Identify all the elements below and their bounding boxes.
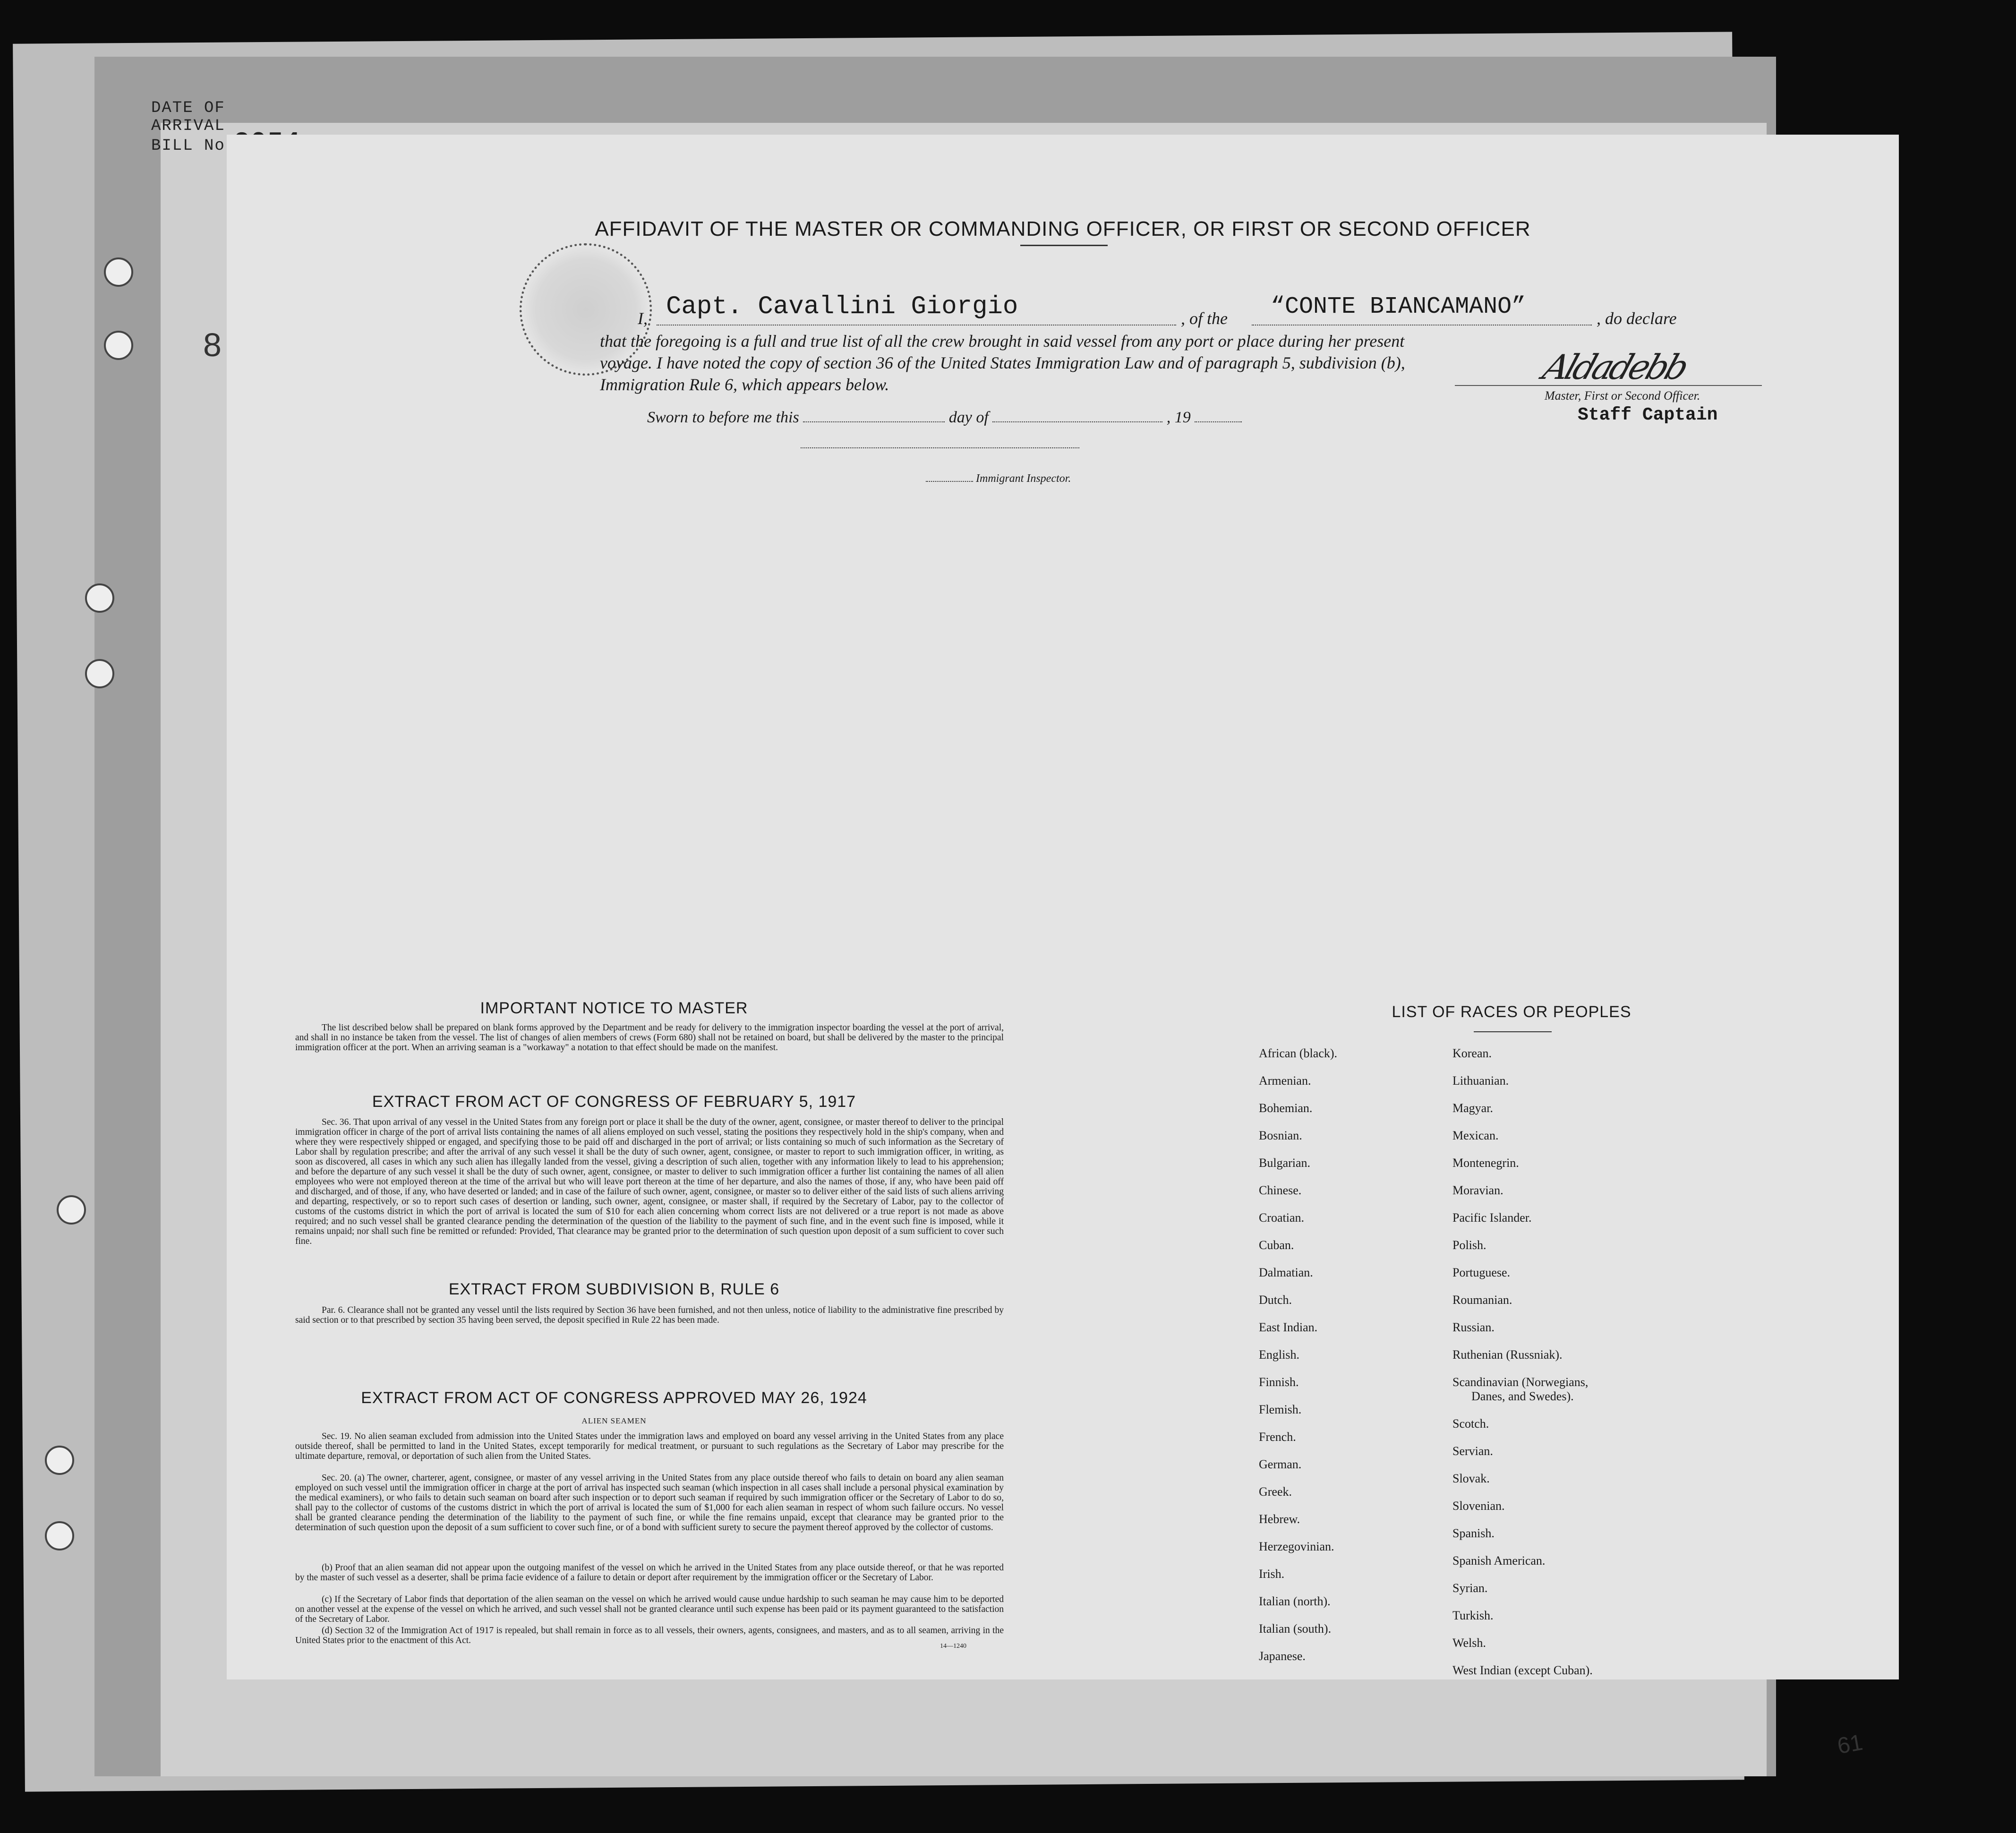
i-label: I, (638, 309, 648, 328)
notice-title: IMPORTANT NOTICE TO MASTER (480, 999, 748, 1017)
race-item: African (black). (1259, 1046, 1338, 1060)
race-item: Spanish. (1452, 1526, 1495, 1540)
notice-text: The list described below shall be prepared on blank forms approved by the Department and be ready for delivery to the immigration inspector boarding the vessel at the port of arrival, and shall in no instance be taken from the vessel. The list of changes of alien members of crews (Form 680) shall not be retained on board, but shall be delivered by the master to the principal immigration officer at the port. When an arriving seaman is a "workaway" a notation to that effect should be made on the manifest. (295, 1023, 1004, 1053)
bill-no-label: BILL No (151, 137, 225, 155)
race-item: Welsh. (1452, 1636, 1486, 1650)
extract-1924-sec20a: Sec. 20. (a) The owner, charterer, agent, consignee, or master of any vessel arriving in the United States from any place outside thereof who fails to detain on board any alien seaman employed on such vessel until the immigration officer in charge at the port of arrival has inspected such seaman (which inspection in all cases shall include a personal physical examination by the medical examiners), or who fails to detain such seaman on board after such inspection or to deport such seaman if required by such immigration officer or the Secretary of Labor to do so, shall pay to the collector of customs of the customs district in which the port of arrival is located the sum of $1,000 for each alien seaman in respect of whom such failure occurs. No vessel shall be granted clearance pending the determination of the liability to the payment of such fine, or while the fine remains unpaid, except that clearance may be granted prior to the determination of such question upon the deposit of a sum sufficient to cover such fine, or of a bond with sufficient surety to secure the payment thereof approved by the collector of customs. (295, 1473, 1004, 1533)
race-item: Herzegovinian. (1259, 1540, 1334, 1553)
master-name: Capt. Cavallini Giorgio (666, 292, 1018, 321)
inspector-line (926, 472, 1071, 485)
race-item: Spanish American. (1452, 1554, 1546, 1567)
extract-rule6-text: Par. 6. Clearance shall not be granted any vessel until the lists required by Section 36 have been furnished, and not then unless, notice of liability to the administrative fine prescribed by said section or to that prescribed by section 35 having been served, the deposit specified in Rule 22 has been made. (295, 1305, 1004, 1325)
race-item: West Indian (except Cuban). (1452, 1663, 1593, 1677)
race-item: Magyar. (1452, 1101, 1493, 1115)
race-item: Dutch. (1259, 1293, 1292, 1307)
binding-hole (45, 1521, 74, 1550)
signature-caption: Master, First or Second Officer. (1545, 389, 1700, 403)
race-item: Bosnian. (1259, 1129, 1302, 1142)
under-page-mark: 8 (203, 326, 222, 363)
races-title-rule (1474, 1031, 1552, 1032)
race-item: Portuguese. (1452, 1266, 1511, 1279)
sworn-day-field[interactable] (803, 412, 945, 422)
race-item: Korean. (1452, 1046, 1492, 1060)
sworn-year-field[interactable] (1195, 412, 1242, 422)
extract-1924-sec19: Sec. 19. No alien seaman excluded from admission into the United States under the immigration laws and employed on board any vessel arriving in the United States from any place outside thereof, shall be permitted to land in the United States, except temporarily for medical treatment, or pursuant to such regulations as the Secretary of Labor may prescribe for the ultimate departure, removal, or deportation of such alien from the United States. (295, 1431, 1004, 1461)
handwritten-signature: Aldadebb (1538, 347, 1691, 387)
race-item: Scotch. (1452, 1417, 1489, 1430)
sworn-month-field[interactable] (992, 412, 1162, 422)
race-item: Polish. (1452, 1238, 1486, 1252)
race-item: Flemish. (1259, 1403, 1302, 1416)
extract-1924-title: EXTRACT FROM ACT OF CONGRESS APPROVED MAY 26, 1924 (361, 1389, 867, 1407)
extract-1924-subtitle: ALIEN SEAMEN (581, 1416, 647, 1425)
title-rule (1020, 245, 1108, 246)
race-item: Servian. (1452, 1444, 1493, 1458)
race-item: Armenian. (1259, 1074, 1311, 1088)
races-title: LIST OF RACES OR PEOPLES (1392, 1003, 1632, 1021)
race-item: Russian. (1452, 1320, 1495, 1334)
race-item: Dalmatian. (1259, 1266, 1313, 1279)
race-item: Finnish. (1259, 1375, 1299, 1389)
race-item: Slovenian. (1452, 1499, 1505, 1513)
sworn-line (647, 409, 1242, 427)
of-the-label: , of the (1181, 309, 1228, 328)
extract-1917-title: EXTRACT FROM ACT OF CONGRESS OF FEBRUARY 5, 1917 (372, 1093, 856, 1111)
race-item: Hebrew. (1259, 1512, 1300, 1526)
binding-hole (85, 583, 114, 613)
binding-hole (57, 1195, 86, 1225)
vessel-name: “CONTE BIANCAMANO” (1271, 293, 1526, 320)
extract-1924-sec20c: (c) If the Secretary of Labor finds that deportation of the alien seaman on the vessel on which he arrived would cause undue hardship to such seaman he may cause him to be deported on another vessel at the expense of the vessel on which he arrived, and such vessel shall not be granted clearance until such expense has been paid or its payment guaranteed to the satisfaction of the Secretary of Labor. (295, 1594, 1004, 1624)
extract-1917-text: Sec. 36. That upon arrival of any vessel in the United States from any foreign port or place it shall be the duty of the owner, agent, consignee, or master thereof to deliver to the principal immigration officer in charge of the port of arrival lists containing the names of all aliens employed on such vessel, stating the positions they respectively hold in the ship's company, when and where they were respectively shipped or engaged, and specifying those to be paid off and discharged in the port of arrival; or lists containing so much of such information as the Secretary of Labor shall by regulation prescribe; and after the arrival of any such vessel it shall be the duty of such owner, agent, consignee, or master to report to such immigration officer, in writing, as soon as discovered, all cases in which any such alien has illegally landed from the vessel, giving a description of such alien, together with any information likely to lead to his apprehension; and before the departure of any such vessel it shall be the duty of such owner, agent, consignee, or master to deliver to such immigration officer a further list containing the names of all alien employees who were not employed thereon at the time of the arrival but who will leave port thereon at the time of her departure, and also the names of those, if any, who have been paid off and discharged, and of those, if any, who have deserted or landed; and in case of the failure of such owner, agent, consignee, or master so to deliver either of the said lists of such aliens arriving and departing, respectively, or so to report such cases of desertion or landing, such owner, agent, consignee, or master shall, if required by the Secretary of Labor, pay to the collector of customs of the customs district in which the port of arrival is located the sum of $10 for each alien concerning whom correct lists are not delivered or a true report is not made as above required; and no such vessel shall be granted clearance pending the determination of the question of the liability to the payment of such fine, and in the event such fine is imposed, while it remains unpaid; nor shall such fine be remitted or refunded: Provided, That clearance may be granted prior to the determination of such question upon deposit of a sum sufficient to cover such fine. (295, 1117, 1004, 1246)
year-prefix: , 19 (1166, 409, 1191, 426)
inspector-signature-line (801, 447, 1079, 448)
extract-1924-sec20d: (d) Section 32 of the Immigration Act of 1917 is repealed, but shall remain in force as to all vessels, their owners, agents, consignees, and masters, and as to all seamen, arriving in the United States prior to the enactment of this Act. (295, 1626, 1004, 1645)
date-of-arrival-label: DATE OF ARRIVAL (151, 99, 225, 135)
race-item: Italian (south). (1259, 1622, 1332, 1636)
statement-line: that the foregoing is a full and true list of all the crew brought in said vessel from any port or place during her present (600, 332, 1405, 351)
day-of-label: day of (948, 409, 989, 426)
race-item: Pacific Islander. (1452, 1211, 1532, 1225)
signer-title: Staff Captain (1578, 405, 1718, 425)
race-item: Italian (north). (1259, 1594, 1331, 1608)
binding-hole (104, 257, 133, 287)
form-number: 14—1240 (940, 1643, 966, 1650)
master-name-field (657, 292, 1176, 325)
race-item: Ruthenian (Russniak). (1452, 1348, 1563, 1362)
extract-rule6-title: EXTRACT FROM SUBDIVISION B, RULE 6 (448, 1280, 780, 1298)
binding-hole (85, 659, 114, 688)
race-item: English. (1259, 1348, 1299, 1362)
handwritten-page-mark: 61 (1835, 1730, 1865, 1759)
race-item: East Indian. (1259, 1320, 1318, 1334)
race-item: Roumanian. (1452, 1293, 1512, 1307)
race-item: Bulgarian. (1259, 1156, 1311, 1170)
race-item: Chinese. (1259, 1183, 1302, 1197)
do-declare-label: , do declare (1597, 309, 1677, 328)
race-item: Danes, and Swedes). (1471, 1389, 1574, 1403)
affidavit-title: AFFIDAVIT OF THE MASTER OR COMMANDING OFFICER, OR FIRST OR SECOND OFFICER (595, 217, 1531, 240)
inspector-dots (926, 481, 973, 482)
race-item: French. (1259, 1430, 1296, 1444)
extract-1924-sec20b: (b) Proof that an alien seaman did not appear upon the outgoing manifest of the vessel on which he arrived in the United States from any place outside thereof, or that he was reported by the master of such vessel as a deserter, shall be prima facie evidence of a failure to detain or deport after requirement by the immigration officer or the Secretary of Labor. (295, 1563, 1004, 1583)
crew-list-affidavit-sheet (227, 135, 1899, 1679)
race-item: Lithuanian. (1452, 1074, 1509, 1088)
race-item: Croatian. (1259, 1211, 1305, 1225)
vessel-name-field (1252, 293, 1592, 325)
binding-hole (45, 1446, 74, 1475)
race-item: Slovak. (1452, 1472, 1490, 1485)
race-item: Japanese. (1259, 1649, 1306, 1663)
inspector-label: Immigrant Inspector. (976, 472, 1071, 485)
race-item: Scandinavian (Norwegians, (1452, 1375, 1589, 1389)
race-item: Greek. (1259, 1485, 1292, 1499)
race-item: Turkish. (1452, 1609, 1494, 1622)
sworn-label: Sworn to before me this (647, 409, 799, 426)
race-item: Mexican. (1452, 1129, 1499, 1142)
race-item: Moravian. (1452, 1183, 1503, 1197)
race-item: Montenegrin. (1452, 1156, 1519, 1170)
race-item: German. (1259, 1457, 1302, 1471)
statement-line: voyage. I have noted the copy of section 36 of the United States Immigration Law and of paragraph 5, subdivision (b), (600, 353, 1405, 372)
race-item: Bohemian. (1259, 1101, 1313, 1115)
race-item: Irish. (1259, 1567, 1285, 1581)
race-item: Cuban. (1259, 1238, 1294, 1252)
statement-line: Immigration Rule 6, which appears below. (600, 375, 889, 394)
binding-hole (104, 331, 133, 360)
race-item: Syrian. (1452, 1581, 1488, 1595)
